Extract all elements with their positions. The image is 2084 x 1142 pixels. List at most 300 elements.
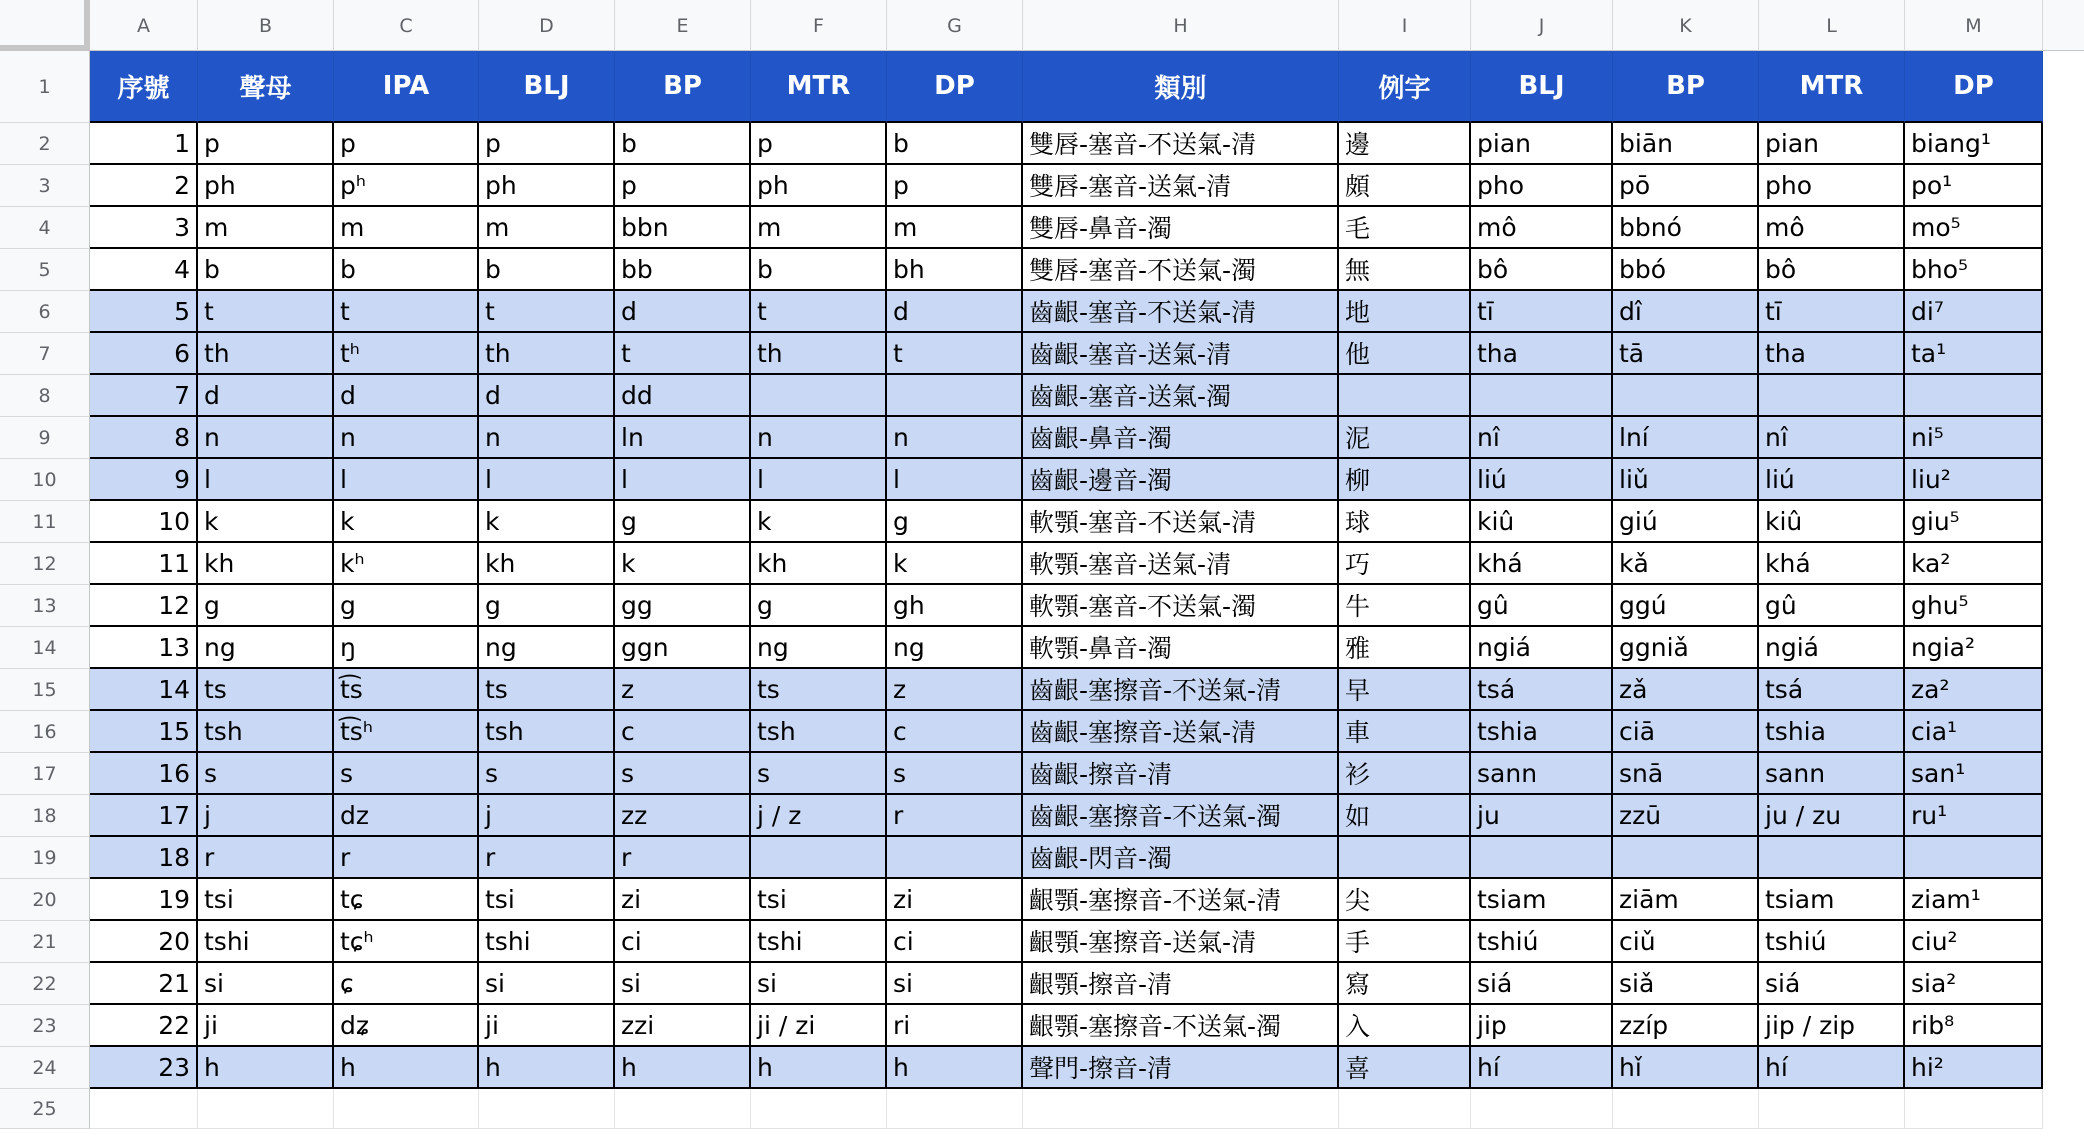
cell-h[interactable]: 齒齦-塞音-不送氣-清 [1023, 291, 1339, 333]
cell-f[interactable]: tshi [751, 921, 887, 963]
cell-l[interactable]: sann [1759, 753, 1905, 795]
cell-m[interactable]: ni⁵ [1905, 417, 2043, 459]
column-header-a[interactable]: A [90, 0, 198, 51]
cell-h[interactable]: 軟顎-鼻音-濁 [1023, 627, 1339, 669]
header-cell-j[interactable]: BLJ [1471, 51, 1613, 123]
cell-l[interactable]: tshiú [1759, 921, 1905, 963]
cell-m[interactable]: hi² [1905, 1047, 2043, 1089]
cell-h[interactable]: 齒齦-塞擦音-不送氣-清 [1023, 669, 1339, 711]
cell-h[interactable]: 雙唇-塞音-不送氣-清 [1023, 123, 1339, 165]
cell-c[interactable]: t͡s [334, 669, 479, 711]
cell-i[interactable]: 頗 [1339, 165, 1471, 207]
cell-d[interactable]: j [479, 795, 615, 837]
cell-g[interactable]: m [887, 207, 1023, 249]
cell-l[interactable]: liú [1759, 459, 1905, 501]
cell-k[interactable]: dî [1613, 291, 1759, 333]
cell-b[interactable]: h [198, 1047, 334, 1089]
cell-e[interactable]: s [615, 753, 751, 795]
row-header-19[interactable]: 19 [0, 837, 90, 879]
cell-e[interactable]: bb [615, 249, 751, 291]
header-cell-m[interactable]: DP [1905, 51, 2043, 123]
cell-d[interactable]: ng [479, 627, 615, 669]
cell-h[interactable]: 齒齦-閃音-濁 [1023, 837, 1339, 879]
empty-cell[interactable] [90, 1089, 198, 1129]
cell-a[interactable]: 9 [90, 459, 198, 501]
cell-k[interactable] [1613, 375, 1759, 417]
header-cell-i[interactable]: 例字 [1339, 51, 1471, 123]
cell-b[interactable]: ph [198, 165, 334, 207]
cell-k[interactable]: ciǔ [1613, 921, 1759, 963]
cell-b[interactable]: l [198, 459, 334, 501]
cell-l[interactable]: mô [1759, 207, 1905, 249]
cell-k[interactable]: zǎ [1613, 669, 1759, 711]
cell-m[interactable]: di⁷ [1905, 291, 2043, 333]
cell-g[interactable]: bh [887, 249, 1023, 291]
cell-b[interactable]: th [198, 333, 334, 375]
cell-k[interactable]: tā [1613, 333, 1759, 375]
cell-h[interactable]: 齒齦-鼻音-濁 [1023, 417, 1339, 459]
cell-m[interactable]: rib⁸ [1905, 1005, 2043, 1047]
cell-d[interactable]: l [479, 459, 615, 501]
cell-f[interactable]: t [751, 291, 887, 333]
cell-c[interactable]: tʰ [334, 333, 479, 375]
cell-g[interactable]: ng [887, 627, 1023, 669]
empty-cell[interactable] [887, 1089, 1023, 1129]
row-header-8[interactable]: 8 [0, 375, 90, 417]
cell-m[interactable]: mo⁵ [1905, 207, 2043, 249]
cell-i[interactable]: 早 [1339, 669, 1471, 711]
header-cell-e[interactable]: BP [615, 51, 751, 123]
cell-h[interactable]: 齒齦-擦音-清 [1023, 753, 1339, 795]
cell-d[interactable]: kh [479, 543, 615, 585]
cell-g[interactable]: t [887, 333, 1023, 375]
cell-m[interactable]: po¹ [1905, 165, 2043, 207]
cell-d[interactable]: m [479, 207, 615, 249]
cell-l[interactable]: nî [1759, 417, 1905, 459]
cell-d[interactable]: n [479, 417, 615, 459]
cell-k[interactable]: ggú [1613, 585, 1759, 627]
cell-j[interactable]: pian [1471, 123, 1613, 165]
cell-e[interactable]: gg [615, 585, 751, 627]
cell-h[interactable]: 軟顎-塞音-送氣-清 [1023, 543, 1339, 585]
cell-g[interactable]: b [887, 123, 1023, 165]
cell-m[interactable]: ru¹ [1905, 795, 2043, 837]
row-header-25[interactable]: 25 [0, 1089, 90, 1129]
cell-m[interactable]: ghu⁵ [1905, 585, 2043, 627]
cell-e[interactable]: t [615, 333, 751, 375]
cell-f[interactable]: ji / zi [751, 1005, 887, 1047]
cell-c[interactable]: pʰ [334, 165, 479, 207]
cell-k[interactable]: siǎ [1613, 963, 1759, 1005]
cell-j[interactable]: tshiú [1471, 921, 1613, 963]
cell-k[interactable]: giú [1613, 501, 1759, 543]
cell-i[interactable]: 他 [1339, 333, 1471, 375]
cell-l[interactable]: tsiam [1759, 879, 1905, 921]
cell-l[interactable]: pian [1759, 123, 1905, 165]
cell-b[interactable]: g [198, 585, 334, 627]
cell-d[interactable]: tsh [479, 711, 615, 753]
cell-e[interactable]: r [615, 837, 751, 879]
cell-c[interactable]: g [334, 585, 479, 627]
cell-i[interactable]: 泥 [1339, 417, 1471, 459]
cell-b[interactable]: ts [198, 669, 334, 711]
cell-a[interactable]: 5 [90, 291, 198, 333]
cell-a[interactable]: 7 [90, 375, 198, 417]
cell-d[interactable]: r [479, 837, 615, 879]
cell-g[interactable] [887, 837, 1023, 879]
header-cell-c[interactable]: IPA [334, 51, 479, 123]
cell-i[interactable]: 衫 [1339, 753, 1471, 795]
cell-b[interactable]: b [198, 249, 334, 291]
cell-j[interactable] [1471, 375, 1613, 417]
row-header-6[interactable]: 6 [0, 291, 90, 333]
cell-i[interactable]: 毛 [1339, 207, 1471, 249]
cell-m[interactable]: za² [1905, 669, 2043, 711]
cell-j[interactable]: ju [1471, 795, 1613, 837]
select-all-corner[interactable] [0, 0, 90, 51]
cell-d[interactable]: d [479, 375, 615, 417]
cell-c[interactable]: p [334, 123, 479, 165]
cell-i[interactable]: 球 [1339, 501, 1471, 543]
column-header-e[interactable]: E [615, 0, 751, 51]
cell-j[interactable]: khá [1471, 543, 1613, 585]
cell-e[interactable]: si [615, 963, 751, 1005]
cell-i[interactable]: 如 [1339, 795, 1471, 837]
cell-c[interactable]: ŋ [334, 627, 479, 669]
cell-m[interactable]: san¹ [1905, 753, 2043, 795]
cell-f[interactable]: m [751, 207, 887, 249]
cell-j[interactable]: hí [1471, 1047, 1613, 1089]
cell-k[interactable]: lní [1613, 417, 1759, 459]
cell-m[interactable]: biang¹ [1905, 123, 2043, 165]
cell-d[interactable]: b [479, 249, 615, 291]
cell-b[interactable]: n [198, 417, 334, 459]
cell-i[interactable]: 地 [1339, 291, 1471, 333]
cell-h[interactable]: 齦顎-塞擦音-不送氣-濁 [1023, 1005, 1339, 1047]
cell-b[interactable]: ng [198, 627, 334, 669]
cell-b[interactable]: ji [198, 1005, 334, 1047]
cell-b[interactable]: tshi [198, 921, 334, 963]
cell-f[interactable]: ts [751, 669, 887, 711]
cell-b[interactable]: si [198, 963, 334, 1005]
cell-f[interactable]: k [751, 501, 887, 543]
cell-l[interactable]: tsá [1759, 669, 1905, 711]
header-cell-b[interactable]: 聲母 [198, 51, 334, 123]
row-header-14[interactable]: 14 [0, 627, 90, 669]
cell-e[interactable]: dd [615, 375, 751, 417]
cell-j[interactable]: pho [1471, 165, 1613, 207]
cell-c[interactable]: l [334, 459, 479, 501]
cell-i[interactable]: 牛 [1339, 585, 1471, 627]
cell-f[interactable]: n [751, 417, 887, 459]
column-header-m[interactable]: M [1905, 0, 2043, 51]
cell-d[interactable]: h [479, 1047, 615, 1089]
cell-c[interactable]: t͡sʰ [334, 711, 479, 753]
cell-b[interactable]: kh [198, 543, 334, 585]
cell-i[interactable]: 巧 [1339, 543, 1471, 585]
empty-cell[interactable] [615, 1089, 751, 1129]
column-header-j[interactable]: J [1471, 0, 1613, 51]
cell-g[interactable]: d [887, 291, 1023, 333]
cell-e[interactable]: bbn [615, 207, 751, 249]
cell-b[interactable]: t [198, 291, 334, 333]
cell-g[interactable]: z [887, 669, 1023, 711]
row-header-3[interactable]: 3 [0, 165, 90, 207]
cell-b[interactable]: m [198, 207, 334, 249]
cell-c[interactable]: dz [334, 795, 479, 837]
cell-j[interactable] [1471, 837, 1613, 879]
cell-e[interactable]: b [615, 123, 751, 165]
row-header-10[interactable]: 10 [0, 459, 90, 501]
cell-l[interactable]: jip / zip [1759, 1005, 1905, 1047]
cell-j[interactable]: bô [1471, 249, 1613, 291]
cell-l[interactable]: bô [1759, 249, 1905, 291]
cell-g[interactable] [887, 375, 1023, 417]
cell-c[interactable]: n [334, 417, 479, 459]
cell-m[interactable]: ngia² [1905, 627, 2043, 669]
row-header-22[interactable]: 22 [0, 963, 90, 1005]
cell-l[interactable]: tshia [1759, 711, 1905, 753]
empty-cell[interactable] [1471, 1089, 1613, 1129]
cell-g[interactable]: p [887, 165, 1023, 207]
cell-c[interactable]: b [334, 249, 479, 291]
cell-a[interactable]: 16 [90, 753, 198, 795]
cell-c[interactable]: m [334, 207, 479, 249]
cell-d[interactable]: th [479, 333, 615, 375]
cell-a[interactable]: 17 [90, 795, 198, 837]
cell-f[interactable]: b [751, 249, 887, 291]
cell-m[interactable]: ka² [1905, 543, 2043, 585]
cell-d[interactable]: tsi [479, 879, 615, 921]
column-header-h[interactable]: H [1023, 0, 1339, 51]
cell-i[interactable]: 入 [1339, 1005, 1471, 1047]
cell-a[interactable]: 23 [90, 1047, 198, 1089]
cell-h[interactable]: 聲門-擦音-清 [1023, 1047, 1339, 1089]
column-header-b[interactable]: B [198, 0, 334, 51]
cell-f[interactable]: l [751, 459, 887, 501]
cell-i[interactable]: 尖 [1339, 879, 1471, 921]
cell-g[interactable]: gh [887, 585, 1023, 627]
cell-l[interactable]: siá [1759, 963, 1905, 1005]
cell-g[interactable]: ci [887, 921, 1023, 963]
cell-i[interactable]: 無 [1339, 249, 1471, 291]
cell-k[interactable]: bbnó [1613, 207, 1759, 249]
row-header-11[interactable]: 11 [0, 501, 90, 543]
cell-m[interactable]: bho⁵ [1905, 249, 2043, 291]
cell-l[interactable]: gû [1759, 585, 1905, 627]
header-cell-h[interactable]: 類別 [1023, 51, 1339, 123]
cell-j[interactable]: tī [1471, 291, 1613, 333]
cell-h[interactable]: 齒齦-邊音-濁 [1023, 459, 1339, 501]
empty-cell[interactable] [1905, 1089, 2043, 1129]
cell-j[interactable]: tshia [1471, 711, 1613, 753]
cell-i[interactable]: 寫 [1339, 963, 1471, 1005]
row-header-16[interactable]: 16 [0, 711, 90, 753]
row-header-21[interactable]: 21 [0, 921, 90, 963]
cell-j[interactable]: sann [1471, 753, 1613, 795]
cell-f[interactable]: kh [751, 543, 887, 585]
cell-g[interactable]: s [887, 753, 1023, 795]
cell-m[interactable]: sia² [1905, 963, 2043, 1005]
row-header-18[interactable]: 18 [0, 795, 90, 837]
row-header-9[interactable]: 9 [0, 417, 90, 459]
cell-d[interactable]: si [479, 963, 615, 1005]
cell-a[interactable]: 20 [90, 921, 198, 963]
cell-i[interactable] [1339, 375, 1471, 417]
cell-k[interactable] [1613, 837, 1759, 879]
cell-e[interactable]: ln [615, 417, 751, 459]
cell-g[interactable]: k [887, 543, 1023, 585]
cell-k[interactable]: bbó [1613, 249, 1759, 291]
cell-c[interactable]: d [334, 375, 479, 417]
cell-m[interactable] [1905, 837, 2043, 879]
cell-k[interactable]: biān [1613, 123, 1759, 165]
cell-i[interactable]: 雅 [1339, 627, 1471, 669]
cell-k[interactable]: zzū [1613, 795, 1759, 837]
cell-c[interactable]: tɕ [334, 879, 479, 921]
cell-a[interactable]: 4 [90, 249, 198, 291]
cell-e[interactable]: ggn [615, 627, 751, 669]
cell-l[interactable]: kiû [1759, 501, 1905, 543]
empty-cell[interactable] [751, 1089, 887, 1129]
cell-d[interactable]: ts [479, 669, 615, 711]
cell-l[interactable]: hí [1759, 1047, 1905, 1089]
row-header-20[interactable]: 20 [0, 879, 90, 921]
cell-l[interactable] [1759, 837, 1905, 879]
cell-d[interactable]: p [479, 123, 615, 165]
header-cell-d[interactable]: BLJ [479, 51, 615, 123]
cell-j[interactable]: nî [1471, 417, 1613, 459]
cell-a[interactable]: 19 [90, 879, 198, 921]
cell-e[interactable]: zz [615, 795, 751, 837]
cell-b[interactable]: s [198, 753, 334, 795]
cell-c[interactable]: t [334, 291, 479, 333]
cell-c[interactable]: k [334, 501, 479, 543]
cell-f[interactable]: tsi [751, 879, 887, 921]
row-header-12[interactable]: 12 [0, 543, 90, 585]
cell-h[interactable]: 軟顎-塞音-不送氣-濁 [1023, 585, 1339, 627]
cell-i[interactable]: 車 [1339, 711, 1471, 753]
cell-k[interactable]: ziām [1613, 879, 1759, 921]
cell-e[interactable]: k [615, 543, 751, 585]
cell-f[interactable]: tsh [751, 711, 887, 753]
cell-e[interactable]: p [615, 165, 751, 207]
empty-cell[interactable] [479, 1089, 615, 1129]
cell-m[interactable]: ta¹ [1905, 333, 2043, 375]
row-header-23[interactable]: 23 [0, 1005, 90, 1047]
cell-b[interactable]: k [198, 501, 334, 543]
cell-i[interactable]: 柳 [1339, 459, 1471, 501]
cell-a[interactable]: 12 [90, 585, 198, 627]
row-header-4[interactable]: 4 [0, 207, 90, 249]
row-header-13[interactable]: 13 [0, 585, 90, 627]
cell-c[interactable]: dʑ [334, 1005, 479, 1047]
cell-d[interactable]: t [479, 291, 615, 333]
cell-d[interactable]: ph [479, 165, 615, 207]
empty-cell[interactable] [198, 1089, 334, 1129]
cell-a[interactable]: 15 [90, 711, 198, 753]
cell-a[interactable]: 22 [90, 1005, 198, 1047]
cell-h[interactable]: 齦顎-擦音-清 [1023, 963, 1339, 1005]
cell-a[interactable]: 11 [90, 543, 198, 585]
cell-i[interactable]: 喜 [1339, 1047, 1471, 1089]
empty-cell[interactable] [1023, 1089, 1339, 1129]
cell-i[interactable]: 手 [1339, 921, 1471, 963]
cell-d[interactable]: tshi [479, 921, 615, 963]
cell-g[interactable]: si [887, 963, 1023, 1005]
cell-c[interactable]: kʰ [334, 543, 479, 585]
cell-m[interactable]: ciu² [1905, 921, 2043, 963]
cell-f[interactable] [751, 375, 887, 417]
cell-a[interactable]: 13 [90, 627, 198, 669]
cell-g[interactable]: c [887, 711, 1023, 753]
cell-l[interactable] [1759, 375, 1905, 417]
cell-g[interactable]: l [887, 459, 1023, 501]
cell-g[interactable]: n [887, 417, 1023, 459]
column-header-k[interactable]: K [1613, 0, 1759, 51]
cell-a[interactable]: 14 [90, 669, 198, 711]
column-header-d[interactable]: D [479, 0, 615, 51]
cell-a[interactable]: 2 [90, 165, 198, 207]
cell-d[interactable]: g [479, 585, 615, 627]
header-cell-k[interactable]: BP [1613, 51, 1759, 123]
cell-l[interactable]: khá [1759, 543, 1905, 585]
cell-h[interactable]: 齒齦-塞音-送氣-清 [1023, 333, 1339, 375]
cell-b[interactable]: tsi [198, 879, 334, 921]
cell-e[interactable]: c [615, 711, 751, 753]
cell-f[interactable]: p [751, 123, 887, 165]
cell-d[interactable]: k [479, 501, 615, 543]
cell-j[interactable]: kiû [1471, 501, 1613, 543]
cell-j[interactable]: siá [1471, 963, 1613, 1005]
cell-m[interactable]: giu⁵ [1905, 501, 2043, 543]
cell-f[interactable]: ph [751, 165, 887, 207]
cell-c[interactable]: r [334, 837, 479, 879]
cell-g[interactable]: r [887, 795, 1023, 837]
cell-e[interactable]: zi [615, 879, 751, 921]
cell-j[interactable]: jip [1471, 1005, 1613, 1047]
cell-c[interactable]: h [334, 1047, 479, 1089]
cell-h[interactable]: 齒齦-塞音-送氣-濁 [1023, 375, 1339, 417]
cell-h[interactable]: 齒齦-塞擦音-送氣-清 [1023, 711, 1339, 753]
cell-b[interactable]: j [198, 795, 334, 837]
cell-e[interactable]: l [615, 459, 751, 501]
cell-b[interactable]: p [198, 123, 334, 165]
cell-j[interactable]: mô [1471, 207, 1613, 249]
cell-l[interactable]: tha [1759, 333, 1905, 375]
column-header-i[interactable]: I [1339, 0, 1471, 51]
cell-f[interactable] [751, 837, 887, 879]
cell-j[interactable]: tsá [1471, 669, 1613, 711]
cell-e[interactable]: g [615, 501, 751, 543]
empty-cell[interactable] [334, 1089, 479, 1129]
column-header-g[interactable]: G [887, 0, 1023, 51]
cell-h[interactable]: 雙唇-塞音-不送氣-濁 [1023, 249, 1339, 291]
row-header-7[interactable]: 7 [0, 333, 90, 375]
cell-l[interactable]: pho [1759, 165, 1905, 207]
cell-f[interactable]: j / z [751, 795, 887, 837]
cell-e[interactable]: zzi [615, 1005, 751, 1047]
row-header-5[interactable]: 5 [0, 249, 90, 291]
cell-m[interactable]: cia¹ [1905, 711, 2043, 753]
row-header-15[interactable]: 15 [0, 669, 90, 711]
cell-i[interactable] [1339, 837, 1471, 879]
cell-e[interactable]: ci [615, 921, 751, 963]
cell-a[interactable]: 18 [90, 837, 198, 879]
header-cell-g[interactable]: DP [887, 51, 1023, 123]
cell-e[interactable]: h [615, 1047, 751, 1089]
cell-j[interactable]: tsiam [1471, 879, 1613, 921]
